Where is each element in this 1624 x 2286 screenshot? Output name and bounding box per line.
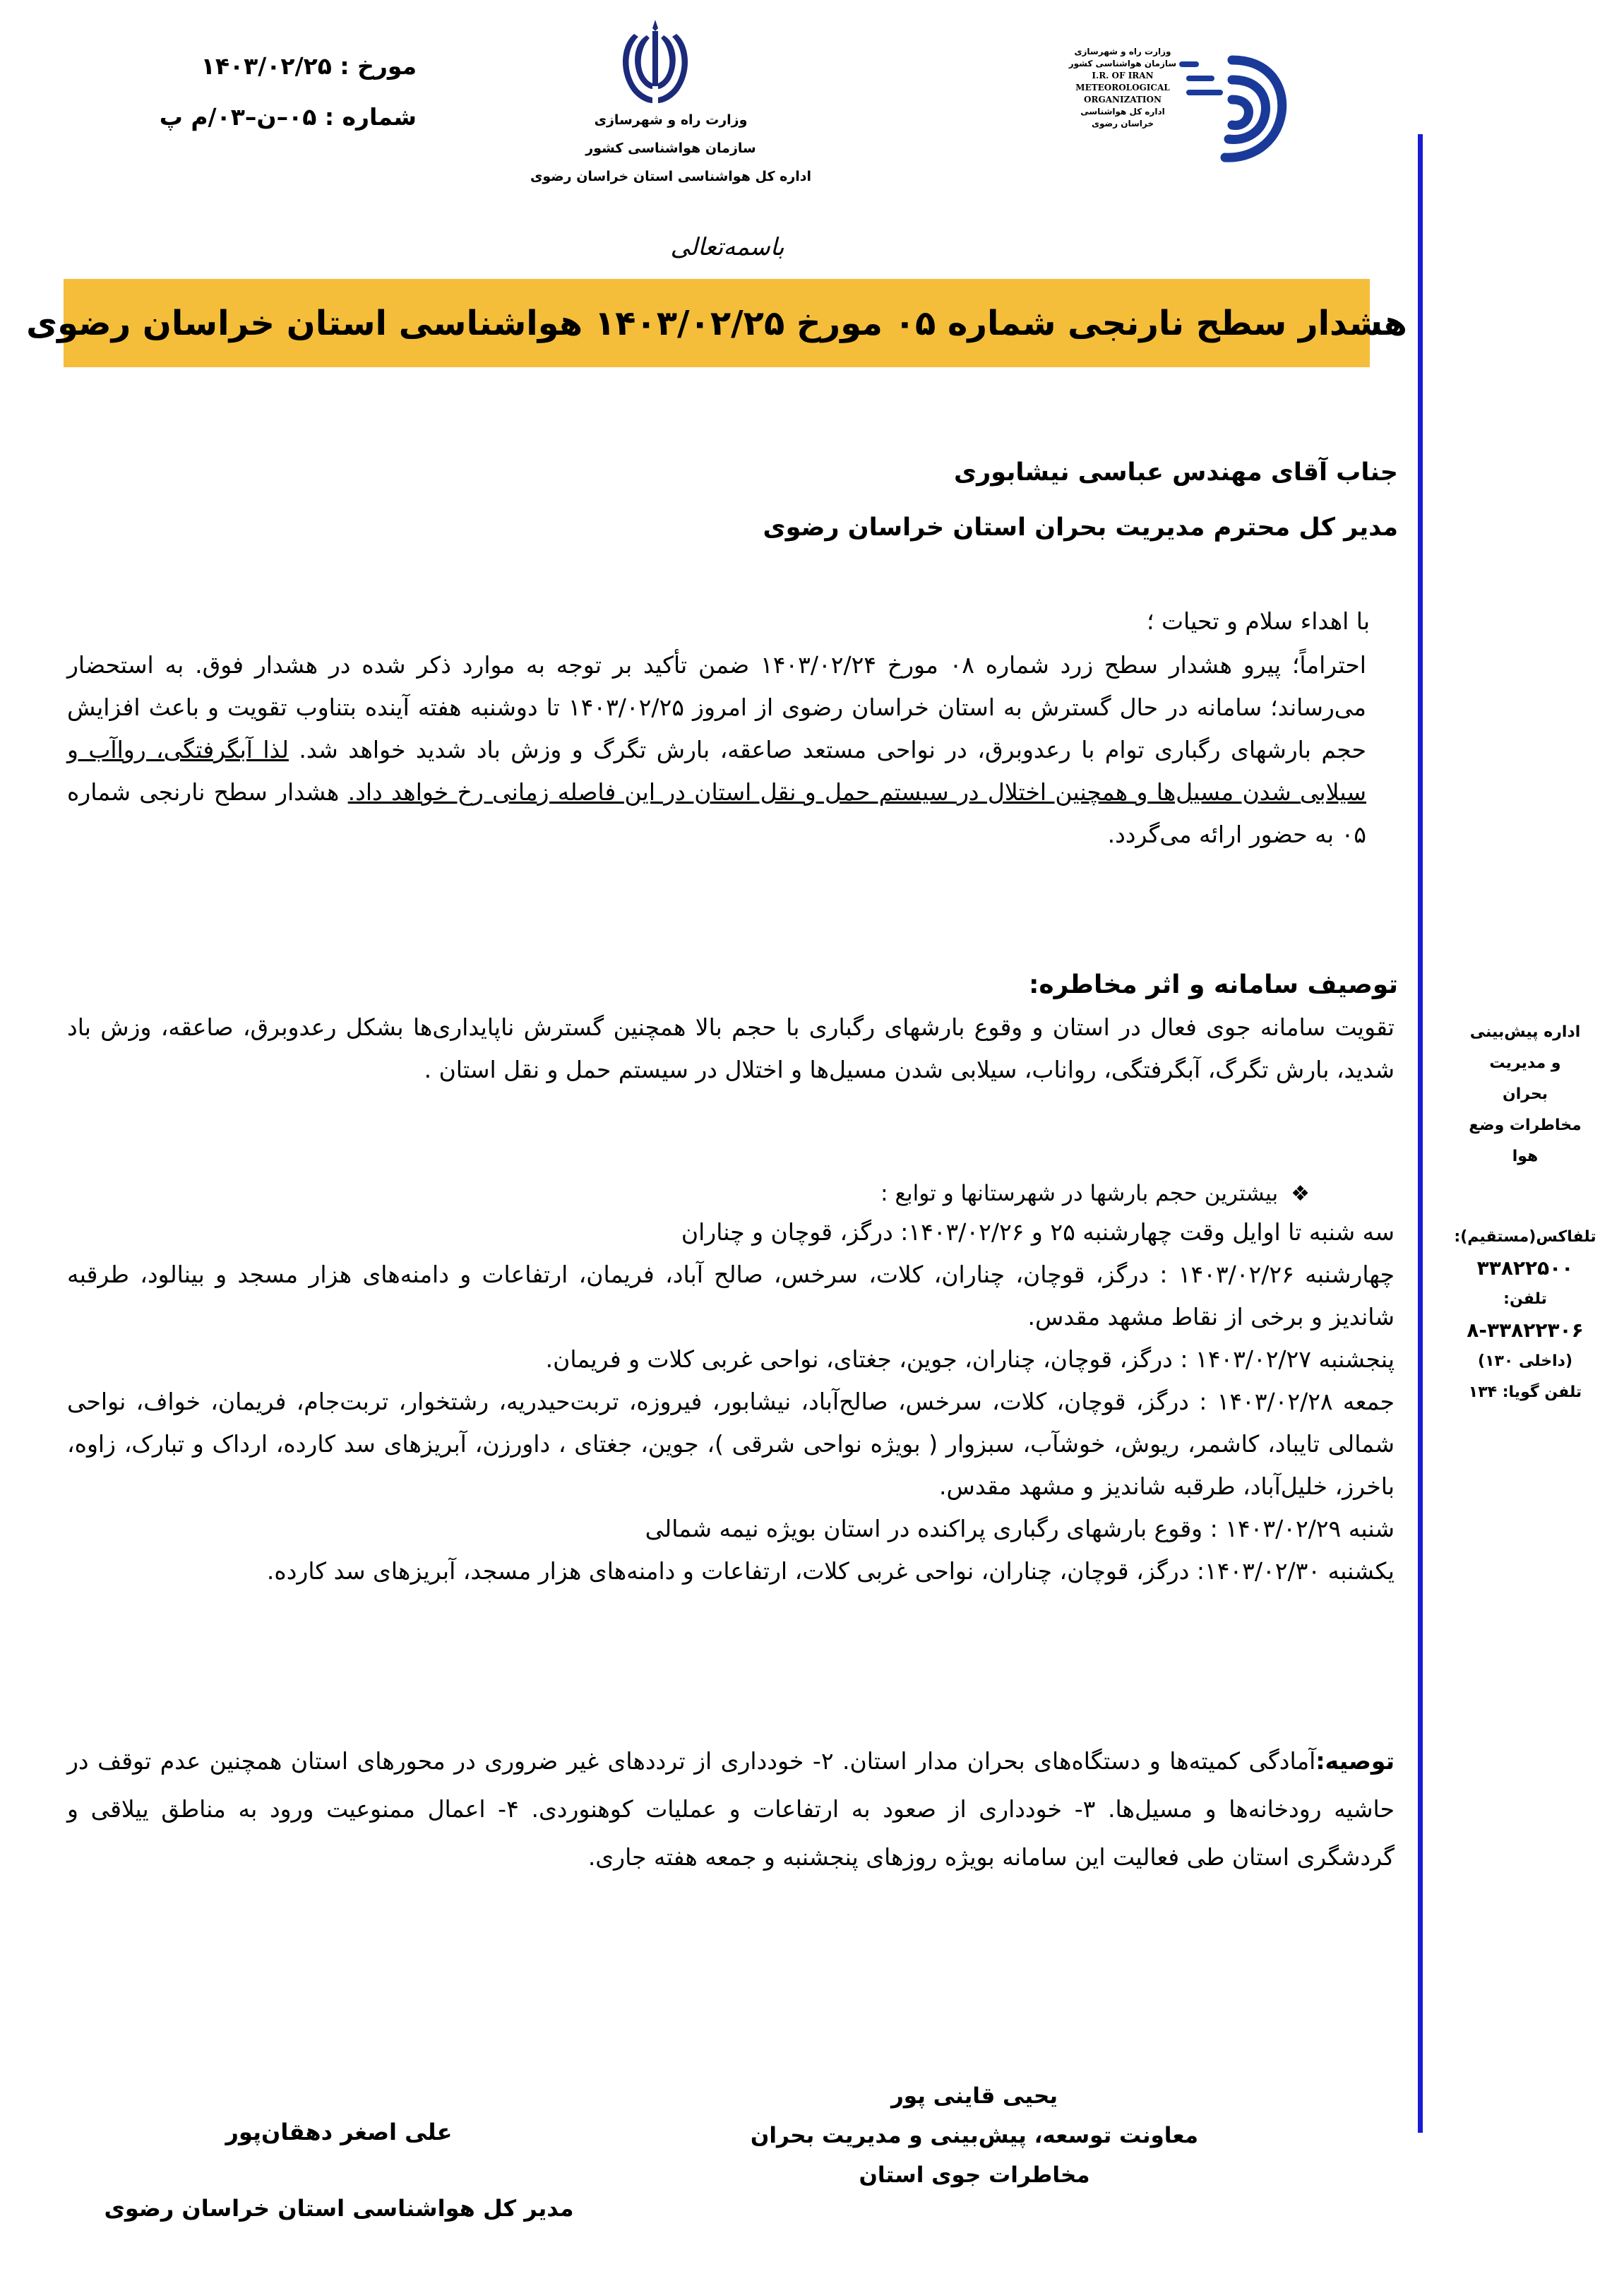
signer-title: مدیر کل هواشناسی استان خراسان رضوی (104, 2195, 574, 2222)
signer-name: علی اصغر دهقان‌پور (225, 2119, 453, 2145)
advice-label: توصیه: (1315, 1747, 1395, 1775)
signer-title-continued: مخاطرات جوی استان (859, 2162, 1090, 2188)
forecast-item: پنجشنبه ۱۴۰۳/۰۲/۲۷ : درگز، قوچان، چناران، جوین، جغتای، نواحی غربی کلات و فریمان. (545, 1345, 1395, 1373)
recipient-block (706, 445, 1398, 555)
fax-number: ۳۳۸۲۲۵۰۰ (1476, 1256, 1574, 1280)
side-dept-line-1: اداره پیش‌بینی (1469, 1023, 1581, 1041)
logo-fa-line-1: وزارت راه و شهرسازی (1074, 47, 1171, 56)
ministry-heading (452, 106, 890, 191)
department-name: اداره کل هواشناسی استان خراسان رضوی (530, 169, 812, 184)
intro-closing: هشدار سطح نارنجی شماره ۰۵ به حضور ارائه می‌گردد. (67, 778, 1366, 848)
bullet-text: بیشترین حجم بارشها در شهرستانها و توابع : (880, 1181, 1279, 1206)
ministry-name: وزارت راه و شهرسازی (594, 112, 748, 128)
intro-text: احتراماً؛ پیرو هشدار سطح زرد شماره ۰۸ مورخ ۱۴۰۳/۰۲/۲۴ ضمن تأکید بر توجه به موارد ذکر شده در هشدار فوق. به استحضار می‌رساند؛ سامانه در حال گسترش به استان خراسان رضوی از امروز ۱۴۰۳/۰۲/۲۵ تا دوشنبه هفته آینده بتناوب تقویت و باعث افزایش حجم بارشهای رگباری توام با رعدوبرق، در نواحی مستعد صاعقه، بارش تگرگ و وزش باد شدید خواهد شد. (67, 651, 1366, 763)
signer-name: یحیی قاینی پور (890, 2083, 1058, 2109)
phone-label: تلفن: (1503, 1290, 1547, 1308)
forecast-item: سه شنبه تا اوایل وقت چهارشنبه ۲۵ و ۱۴۰۳/۰۲/۲۶: درگز، قوچان و چناران (681, 1218, 1395, 1246)
forecast-list (67, 1211, 1395, 1593)
meteorological-logo-text (1063, 46, 1183, 130)
iran-emblem-icon (606, 14, 705, 113)
recipient-title: مدیر کل محترم مدیریت بحران استان خراسان رضوی (763, 513, 1398, 542)
signer-title: معاونت توسعه، پیش‌بینی و مدیریت بحران (750, 2123, 1199, 2148)
side-dept-line-3: بحران (1502, 1085, 1548, 1103)
logo-en-line-2: METEOROLOGICAL (1075, 83, 1170, 93)
fax-label: تلفاکس(مستقیم): (1454, 1228, 1596, 1246)
system-description-paragraph: تقویت سامانه جوی فعال در استان و وقوع بارشهای رگباری با حجم بالا همچنین گسترش ناپایداری‌ها بشکل رعدوبرق، صاعقه، وزش باد شدید، بارش تگرگ، آبگرفتگی، رواناب، سیلابی شدن مسیل‌ها و اختلال در سیستم حمل و نقل استان . (67, 1013, 1395, 1083)
section-title-system-description: توصیف سامانه و اثر مخاطره: (1029, 970, 1398, 999)
greeting: با اهداء سلام و تحیات ؛ (1146, 607, 1370, 635)
vertical-divider (1418, 134, 1423, 2133)
side-dept-line-5: هوا (1512, 1148, 1539, 1165)
advice-text: آمادگی کمیته‌ها و دستگاه‌های بحران مدار استان. ۲- خودداری از ترددهای غیر ضروری در محورهای استان همچنین عدم توقف در حاشیه رودخانه‌ها و مسیل‌ها. ۳- خودداری از صعود به ارتفاعات و عملیات کوهنوردی. ۴- اعمال ممنوعیت ورود به مناطق ییلاقی و گردشگری استان طی فعالیت این سامانه بویژه روزهای پنجشنبه و جمعه هفته جاری. (67, 1747, 1395, 1871)
phone-number: ۸-۳۳۸۲۲۳۰۶ (1467, 1318, 1584, 1342)
letter-date: مورخ : ۱۴۰۳/۰۲/۲۵ (201, 52, 417, 80)
diamond-bullet-icon: ❖ (1291, 1181, 1310, 1206)
warning-banner (26, 279, 1407, 367)
warning-title: هشدار سطح نارنجی شماره ۰۵ مورخ ۱۴۰۳/۰۲/۲۵ هواشناسی استان خراسان رضوی (26, 303, 1407, 343)
logo-en-line-1: I.R. OF IRAN (1092, 71, 1154, 81)
forecast-item: شنبه ۱۴۰۳/۰۲/۲۹ : وقوع بارشهای رگباری پراکنده در استان بویژه نیمه شمالی (645, 1515, 1395, 1542)
side-spacer (1426, 1172, 1624, 1222)
voice-phone: تلفن گویا: ۱۳۴ (1468, 1383, 1582, 1401)
logo-fa-line-4: خراسان رضوی (1092, 119, 1154, 129)
logo-fa-line-2: سازمان هواشناسی کشور (1068, 59, 1177, 69)
intro-paragraph (67, 644, 1366, 856)
logo-en-line-3: ORGANIZATION (1084, 95, 1162, 105)
phone-extension: (داخلی ۱۳۰) (1478, 1352, 1572, 1370)
organization-name: سازمان هواشناسی کشور (585, 141, 756, 156)
intro-highlight: لذا آبگرفتگی، رواآب و سیلابی شدن مسیل‌ها و همچنین اختلال در سیستم حمل و نقل استان در این فاصله زمانی رخ خواهد داد. (67, 736, 1366, 806)
signature-deputy (706, 2076, 1243, 2195)
signature-director (92, 2094, 586, 2246)
letter-number: شماره : ۰۵–ن–۰۳/م پ (159, 103, 417, 131)
bullet-heading (565, 1172, 1310, 1215)
recipient-name: جناب آقای مهندس عباسی نیشابوری (954, 458, 1398, 487)
advice-paragraph (67, 1737, 1395, 1881)
forecast-item: چهارشنبه ۱۴۰۳/۰۲/۲۶ : درگز، قوچان، چناران، کلات، سرخس، صالح آباد، فریمان، ارتفاعات و دامنه‌های هزار مسجد و بینالود، طرقبه شاندیز و برخی از نقاط مشهد مقدس. (67, 1261, 1395, 1330)
side-dept-line-4: مخاطرات وضع (1469, 1117, 1582, 1134)
letter-meta (106, 41, 417, 143)
bismillah: باسمه‌تعالی (670, 233, 784, 261)
forecast-item: یکشنبه ۱۴۰۳/۰۲/۳۰: درگز، قوچان، چناران، نواحی غربی کلات، ارتفاعات و دامنه‌های هزار مسجد، آبریزهای سد کارده. (266, 1557, 1395, 1585)
forecast-item: جمعه ۱۴۰۳/۰۲/۲۸ : درگز، قوچان، کلات، سرخس، صالح‌آباد، نیشابور، فیروزه، تربت‌حیدریه، رشتخوار، تربت‌جام، فریمان، خواف، نواحی شمالی تایباد، کاشمر، ریوش، خوشآب، سبزوار ( بویژه نواحی شرقی )، جوین، جغتای ، داورزن، آبریزهای سد کارده، ارداک و تبارک، زاوه، باخرز، خلیل‌آباد، طرقبه شاندیز و مشهد مقدس. (67, 1388, 1395, 1500)
logo-fa-line-3: اداره کل هواشناسی (1080, 107, 1165, 117)
side-contact-panel (1426, 1017, 1624, 1408)
side-dept-line-2: و مدیریت (1489, 1054, 1561, 1072)
